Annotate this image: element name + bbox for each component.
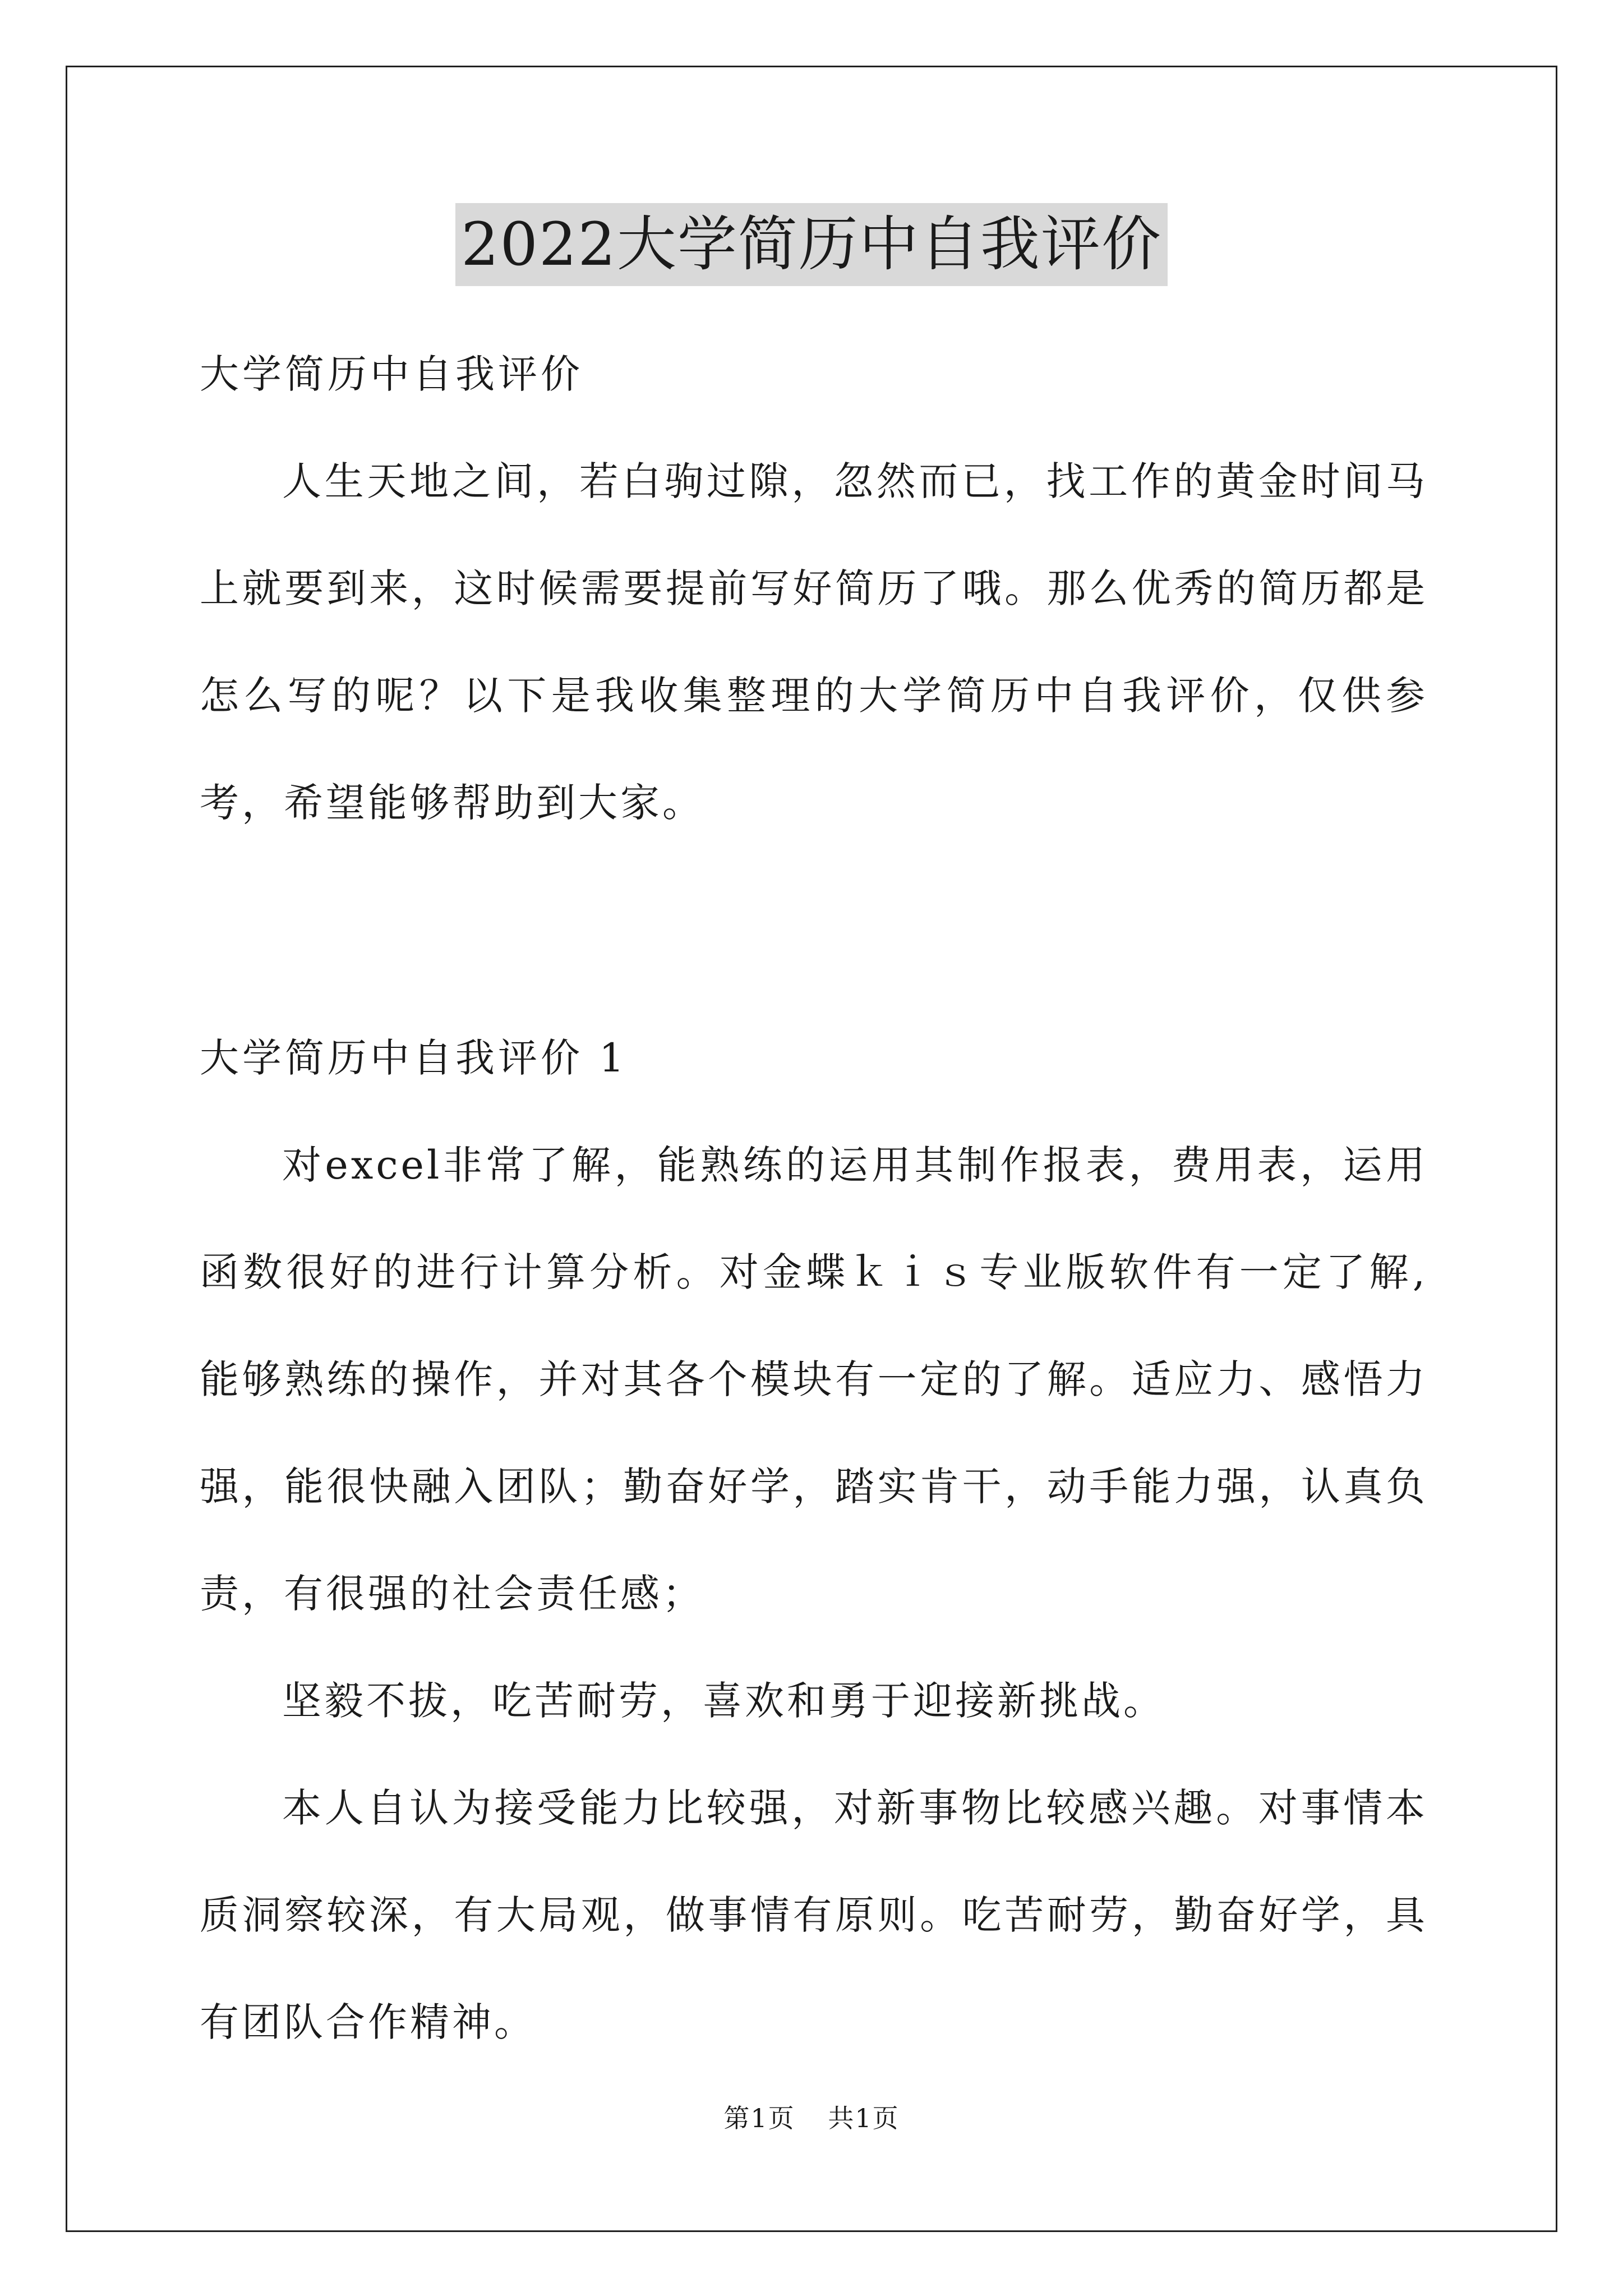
page-number-current: 第1页: [723, 2103, 795, 2133]
intro-heading: 大学简历中自我评价: [200, 351, 583, 397]
section-1-paragraph: 对excel非常了解，能熟练的运用其制作报表，费用表，运用函数很好的进行计算分析。对金蝶ｋｉｓ专业版软件有一定了解,能够熟练的操作，并对其各个模块有一定的了解。适应力、感悟力强，能很快融入团队；勤奋好学，踏实肯干，动手能力强，认真负责，有很强的社会责任感；: [200, 1142, 1428, 1617]
title-container: [0, 203, 1623, 286]
page-footer: [0, 2098, 1623, 2135]
section-1-paragraph: 坚毅不拔，吃苦耐劳，喜欢和勇于迎接新挑战。: [282, 1678, 1165, 1724]
document-body: [200, 348, 1428, 2076]
page-number-total: 共1页: [828, 2103, 900, 2133]
document-title: 2022大学简历中自我评价: [455, 203, 1168, 286]
intro-paragraph: 人生天地之间，若白驹过隙，忽然而已，找工作的黄金时间马上就要到来，这时候需要提前写好简历了哦。那么优秀的简历都是怎么写的呢？以下是我收集整理的大学简历中自我评价，仅供参考，希望能够帮助到大家。: [200, 458, 1428, 826]
section-1-heading: 大学简历中自我评价 1: [200, 1035, 628, 1081]
section-1-paragraph: 本人自认为接受能力比较强，对新事物比较感兴趣。对事情本质洞察较深，有大局观，做事情有原则。吃苦耐劳，勤奋好学，具有团队合作精神。: [200, 1785, 1428, 2045]
